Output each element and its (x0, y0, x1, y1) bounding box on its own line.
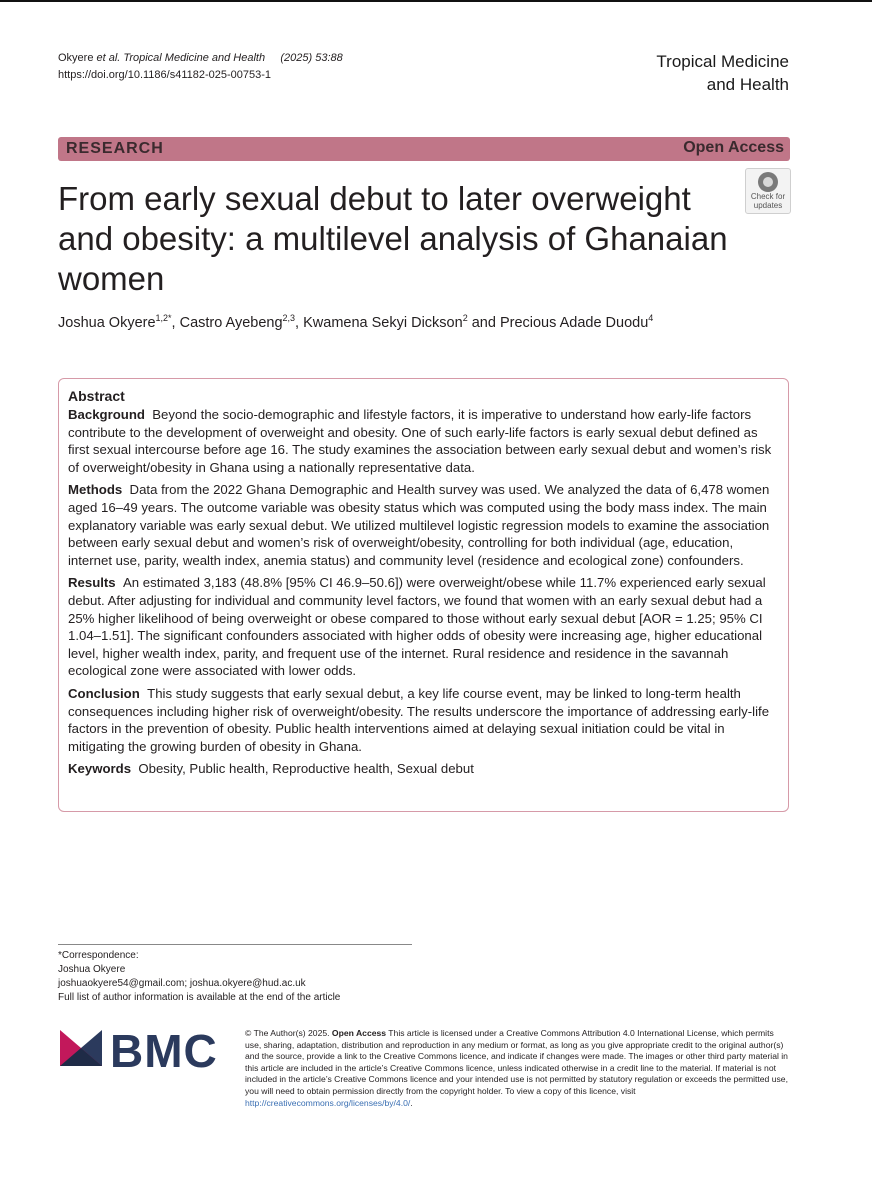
author-name[interactable]: Precious Adade Duodu (499, 314, 649, 331)
author-separator: , (295, 314, 304, 331)
check-for-updates-badge[interactable] (745, 168, 791, 214)
abstract-methods (68, 481, 778, 569)
author-affiliation: 2 (462, 313, 468, 323)
section-label: Results (68, 575, 116, 591)
correspondence-footnote (58, 949, 340, 1005)
author-name[interactable]: Joshua Okyere (58, 314, 156, 331)
footnote-rule (58, 944, 412, 945)
license-prefix: © The Author(s) 2025. (245, 1028, 332, 1038)
doi-link[interactable]: https://doi.org/10.1186/s41182-025-00753-1 (58, 69, 272, 81)
citation-block (58, 50, 343, 84)
section-text: Obesity, Public health, Reproductive health, Sexual debut (138, 761, 474, 777)
section-text: Beyond the socio-demographic and lifestyle factors, it is imperative to understand how early-life factors contribute to the development of overweight and obesity. One of such early-life factors is early sexual debut defined as first sexual intercourse before age 16. The study examines the association between early sexual debut and women’s risk of overweight/obesity in Ghana using a nationally representative data. (68, 407, 772, 475)
footnote-line1: *Correspondence: (58, 950, 139, 961)
section-label: Background (68, 407, 145, 422)
abstract-background (68, 406, 778, 476)
author-name[interactable]: Kwamena Sekyi Dickson (303, 314, 463, 331)
section-label: Conclusion (68, 685, 140, 701)
badge-line2: updates (753, 201, 783, 210)
abstract-heading: Abstract (68, 388, 125, 404)
abstract-keywords (68, 760, 778, 778)
bmc-logo-text: BMC (110, 1025, 218, 1077)
journal-name (656, 50, 789, 96)
author-affiliation: 2,3 (282, 313, 296, 323)
journal-name-line1: Tropical Medicine (656, 52, 789, 71)
author-affiliation: 4 (648, 313, 654, 323)
abstract-box (58, 378, 789, 812)
license-link[interactable]: http://creativecommons.org/licenses/by/4.0/ (245, 1097, 411, 1108)
license-body: This article is licensed under a Creative Commons Attribution 4.0 International License, which permits use, sharing, adaptation, distribution and reproduction in any medium or format, as long as you give appropriate credit to the original author(s) and the source, provide a link to the Creative Commons licence, and indicate if changes were made. The images or other third party material in this article are included in the article’s Creative Commons licence, unless indicated otherwise in a credit line to the material. If material is not included in the article’s Creative Commons licence and your intended use is not permitted by statutory regulation or exceeds the permitted use, you will need to obtain permission directly from the copyright holder. To view a copy of this licence, visit (245, 1028, 788, 1096)
section-label: Methods (68, 482, 123, 498)
section-text: This study suggests that early sexual debut, a key life course event, may be linked to long-term health consequences including higher risk of overweight/obesity. The results underscore the importance of addressing early-life factors in the prevention of obesity. Public health interventions aimed at delaying sexual initiation could be vital in mitigating the growing burden of obesity in Ghana. (68, 685, 770, 754)
journal-name-line2: and Health (706, 75, 789, 94)
license-text (245, 1028, 790, 1109)
author-name[interactable]: Castro Ayebeng (179, 314, 283, 331)
section-banner (58, 137, 790, 161)
top-rule (0, 0, 872, 2)
bmc-logo-mark-icon (58, 1028, 104, 1068)
citation-journal: Tropical Medicine and Health (120, 52, 266, 64)
license-suffix: . (410, 1097, 413, 1108)
check-for-updates-icon (758, 172, 778, 192)
badge-line1: Check for (750, 192, 786, 201)
section-label: RESEARCH (66, 140, 164, 157)
author-separator: , (171, 314, 180, 331)
abstract-results (68, 574, 778, 680)
citation-author: Okyere (58, 52, 97, 64)
license-open-access: Open Access (331, 1028, 387, 1038)
footnote-line2: Joshua Okyere (58, 964, 126, 975)
citation-line (58, 50, 343, 67)
article-title: From early sexual debut to later overweight and obesity: a multilevel analysis of Ghanaian women (58, 180, 728, 297)
section-text: An estimated 3,183 (48.8% [95% CI 46.9–50.6]) were overweight/obese while 11.7% experienced early sexual debut. After adjusting for individual and community level factors, we found that women with an early sexual debut had a 25% higher likelihood of being overweight or obese compared to those without early sexual debut [AOR = 1.25; 95% CI 1.04–1.51]. The significant confounders associated with higher odds of obesity were increasing age, higher educational level, higher wealth index, parity, and frequent use of the internet. Rural residence and residence in the savannah ecological zone were associated with lower odds. (68, 575, 766, 679)
footnote-line4: Full list of author information is available at the end of the article (58, 992, 341, 1003)
section-text: Data from the 2022 Ghana Demographic and Health survey was used. We analyzed the data of 6,478 women aged 16–49 years. The outcome variable was obesity status which was computed using the body mass index. The main explanatory variable was early sexual debut. We utilized multilevel logistic regression models to examine the association between early sexual debut and women’s risk of overweight/obesity, controlling for both individual (age, education, internet use, parity, wealth index, anemia status) and community level (residence and ecological zone) confounders. (68, 482, 770, 568)
section-label: Keywords (68, 761, 132, 777)
author-separator: and (467, 314, 500, 331)
abstract-conclusion (68, 685, 778, 755)
footnote-emails[interactable]: joshuaokyere54@gmail.com; joshua.okyere@hud.ac.uk (58, 978, 306, 989)
author-list (58, 313, 653, 331)
open-access-label: Open Access (683, 139, 784, 156)
author-affiliation: 1,2* (155, 313, 172, 323)
bmc-logo (58, 1025, 228, 1077)
citation-issue: (2025) 53:88 (280, 52, 343, 64)
citation-etal: et al. (96, 52, 121, 64)
